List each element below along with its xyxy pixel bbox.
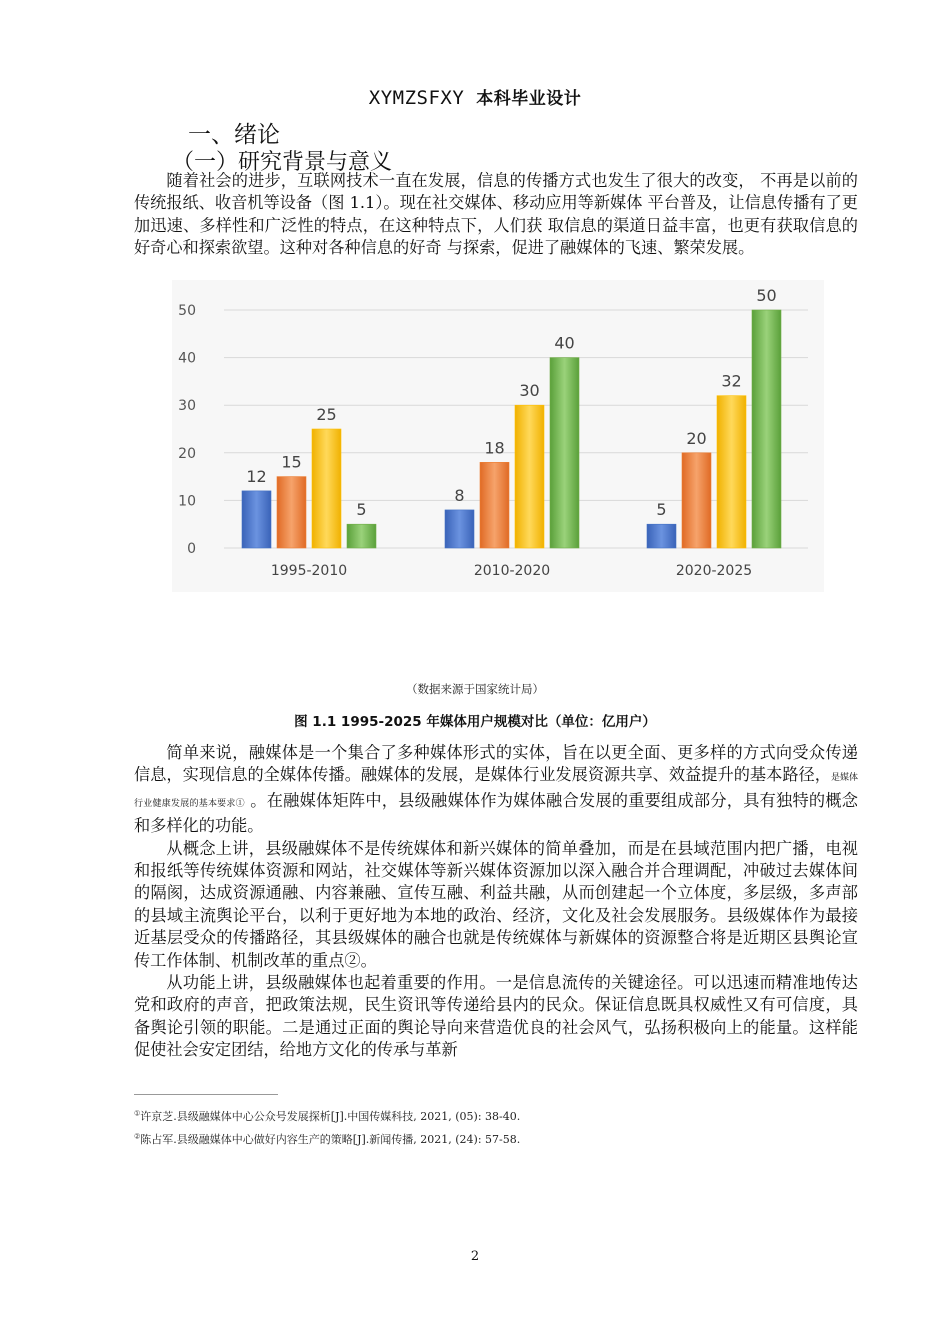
bar bbox=[717, 396, 746, 548]
paragraph-3: 从功能上讲，县级融媒体也起着重要的作用。一是信息流传的关键途径。可以迅速而精准地传达党和政府的声音，把政策法规，民生资讯等传递给县内的民众。保证信息既具权威性又有可信度，具备舆论引领的职能。二是通过正面的舆论导向来营造优良的社会风气，弘扬积极向上的能量。这样能促使社会安定团结，给地方文化的传承与革新 bbox=[134, 973, 858, 1060]
bar bbox=[647, 524, 676, 548]
figure-source: （数据来源于国家统计局） bbox=[406, 682, 544, 696]
y-tick-label: 30 bbox=[178, 398, 196, 415]
data-label: 50 bbox=[756, 286, 777, 305]
bar bbox=[277, 477, 306, 548]
page-header bbox=[0, 84, 950, 109]
data-label: 20 bbox=[686, 428, 707, 448]
inline-note: 是媒体行业健康发展的基本要求① bbox=[134, 773, 858, 809]
y-tick-label: 20 bbox=[178, 445, 196, 462]
paragraph-1-tail: 。在融媒体矩阵中，县级融媒体作为媒体融合发展的重要组成部分，具有独特的概念和多样化的功能。 bbox=[134, 790, 858, 836]
bar bbox=[445, 510, 474, 548]
bar bbox=[550, 358, 579, 548]
data-label: 12 bbox=[246, 466, 267, 486]
bar bbox=[347, 524, 376, 548]
intro-paragraph bbox=[134, 170, 858, 260]
chapter-heading: 一、绪论 bbox=[188, 122, 280, 148]
data-label: 15 bbox=[281, 452, 302, 472]
data-label: 5 bbox=[656, 500, 667, 520]
data-label: 8 bbox=[454, 485, 465, 505]
footnote-2-text: 陈占军.县级融媒体中心做好内容生产的策略[J].新闻传播, 2021, (24): 57-58. bbox=[140, 1133, 521, 1146]
bar-chart bbox=[172, 280, 824, 592]
footnote-1-text: 许京芝.县级融媒体中心公众号发展探析[J].中国传媒科技, 2021, (05): 38-40. bbox=[140, 1110, 521, 1123]
paragraph-1-main: 简单来说，融媒体是一个集合了多种媒体形式的实体，旨在以更全面、更多样的方式向受众传递信息，实现信息的全媒体传播。融媒体的发展，是媒体行业发展资源共享、效益提升的基本路径， bbox=[134, 743, 858, 785]
section-heading: （一）研究背景与意义 bbox=[172, 150, 393, 175]
data-label: 32 bbox=[721, 371, 742, 391]
y-tick-label: 40 bbox=[178, 350, 196, 367]
y-tick-label: 10 bbox=[178, 493, 196, 510]
x-tick-label: 2020-2025 bbox=[675, 563, 753, 579]
intro-text: 随着社会的进步，互联网技术一直在发展，信息的传播方式也发生了很大的改变， 不再是以前的传统报纸、收音机等设备（图 1.1）。现在社交媒体、移动应用等新媒体 平台普及，让信息传播有了更加迅速、多样性和广泛性的特点，在这种特点下，人们获 取信息的渠道日益丰富，也更有获取信息的好奇心和探索欲望。这种对各种信息的好奇 与探索，促进了融媒体的飞速、繁荣发展。 bbox=[134, 171, 858, 258]
figure-caption: 图 1.1 1995-2025 年媒体用户规模对比（单位：亿用户） bbox=[294, 714, 656, 730]
bar bbox=[752, 310, 781, 548]
header-code: XYMZSFXY bbox=[368, 87, 465, 109]
body-text bbox=[134, 742, 858, 1062]
footnote-1 bbox=[134, 1108, 520, 1124]
page-number: 2 bbox=[470, 1249, 480, 1264]
paragraph-2: 从概念上讲，县级融媒体不是传统媒体和新兴媒体的简单叠加，而是在县域范围内把广播，电视和报纸等传统媒体资源和网站，社交媒体等新兴媒体资源加以深入融合并合理调配，冲破过去媒体间的隔阂，达成资源通融、内容兼融、宣传互融、利益共融，从而创建起一个立体度，多层级，多声部的县域主流舆论平台，以利于更好地为本地的政治、经济，文化及社会发展服务。县级媒体作为最接近基层受众的传播路径，其县级媒体的融合也就是传统媒体与新媒体的资源整合将是近期区县舆论宣传工作体制、机制改革的重点②。 bbox=[134, 838, 858, 970]
footnote-1-mark: ① bbox=[134, 1109, 141, 1118]
x-tick-label: 1995-2010 bbox=[270, 563, 348, 579]
y-tick-label: 50 bbox=[178, 303, 196, 319]
bar bbox=[682, 453, 711, 548]
footnote-2-mark: ② bbox=[134, 1132, 141, 1141]
data-label: 25 bbox=[316, 405, 337, 424]
bar bbox=[312, 429, 341, 548]
data-label: 30 bbox=[519, 381, 540, 401]
data-label: 18 bbox=[484, 438, 505, 458]
bar bbox=[242, 491, 271, 548]
x-tick-label: 2010-2020 bbox=[473, 563, 551, 579]
data-label: 40 bbox=[554, 333, 575, 353]
paragraph-1 bbox=[134, 742, 858, 838]
bar bbox=[480, 462, 509, 548]
data-label: 5 bbox=[356, 500, 367, 520]
footnote-divider bbox=[134, 1094, 278, 1095]
footnote-2 bbox=[134, 1131, 520, 1147]
header-title: 本科毕业设计 bbox=[476, 89, 582, 109]
y-tick-label: 0 bbox=[187, 541, 196, 557]
bar bbox=[515, 405, 544, 548]
